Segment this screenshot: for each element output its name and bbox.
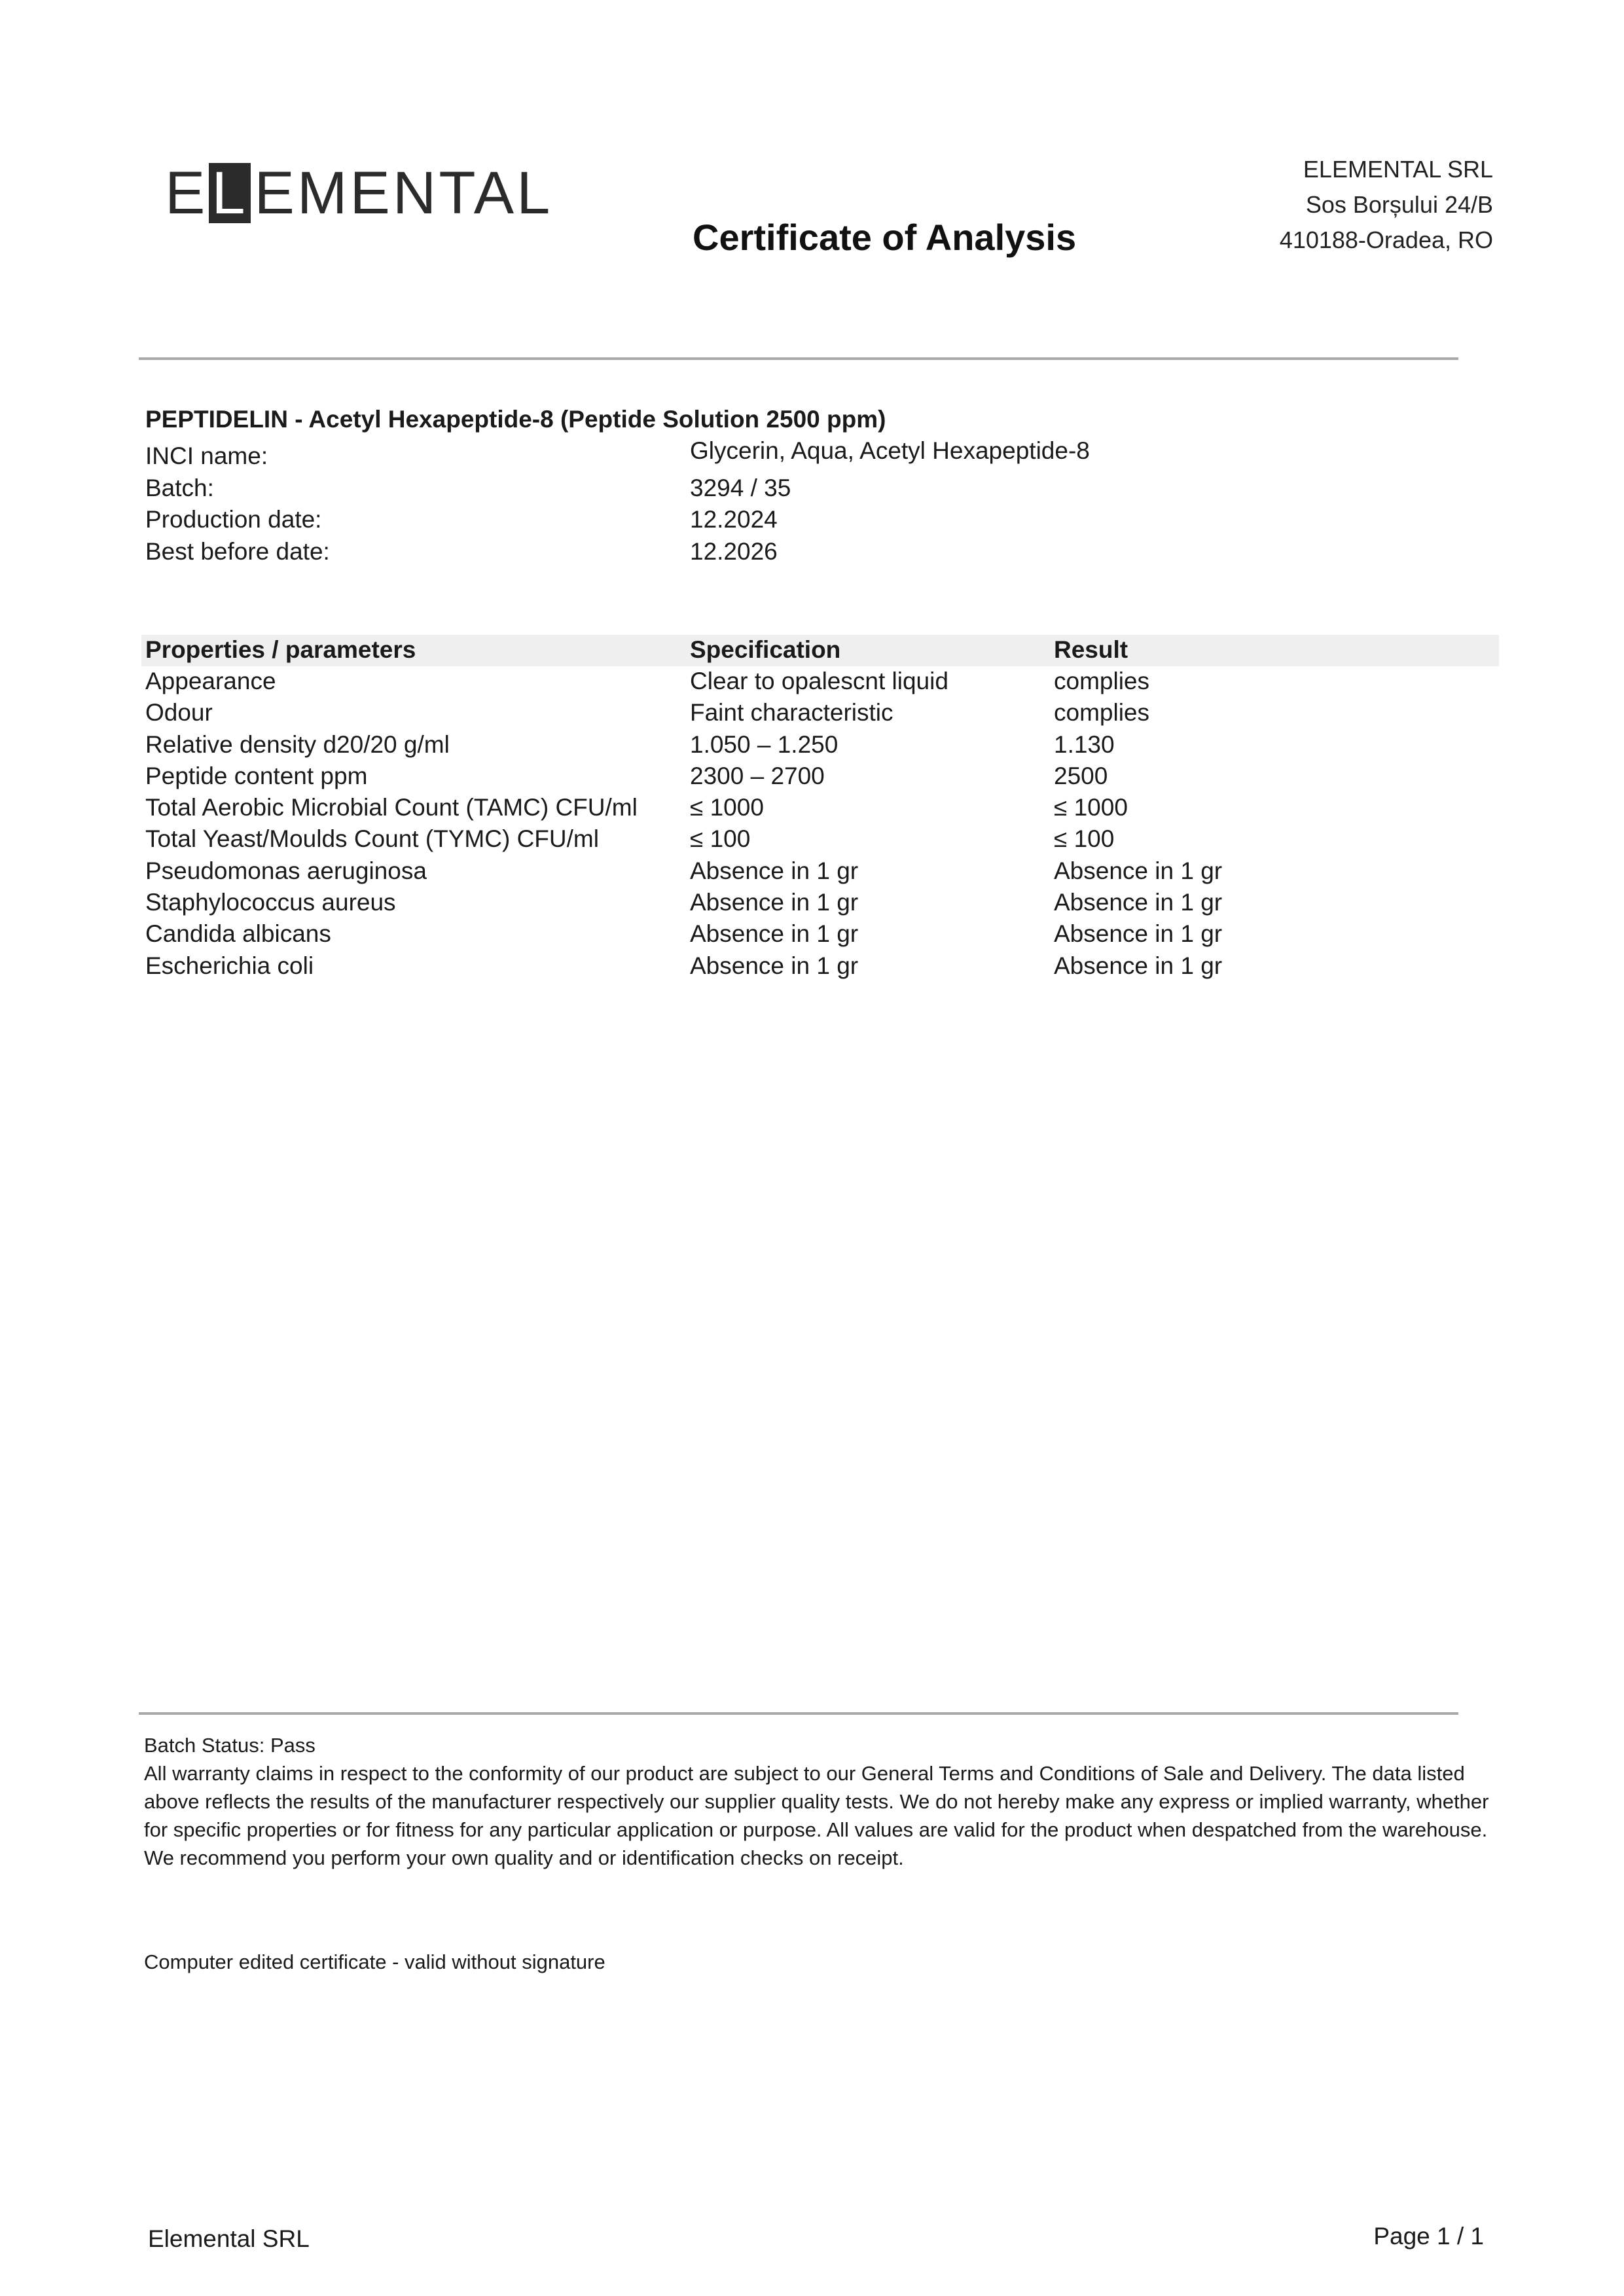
cell-specification: 2300 – 2700 [690, 762, 825, 789]
computer-edited-note: Computer edited certificate - valid without signature [144, 1950, 605, 1973]
cell-specification: Absence in 1 gr [690, 920, 859, 948]
cell-result: 1.130 [1054, 730, 1115, 758]
cell-specification: Absence in 1 gr [690, 857, 859, 884]
cell-result: ≤ 100 [1054, 825, 1115, 853]
cell-specification: Absence in 1 gr [690, 889, 859, 916]
logo-mark-e: E [165, 159, 208, 226]
cell-result: 2500 [1054, 762, 1108, 789]
table-row [141, 856, 1499, 888]
table-row [141, 666, 1499, 698]
cell-result: Absence in 1 gr [1054, 889, 1223, 916]
header-properties: Properties / parameters [145, 636, 416, 663]
parameters-table [141, 635, 1499, 982]
table-row [141, 919, 1499, 950]
info-value: Glycerin, Aqua, Acetyl Hexapeptide-8 [690, 437, 1090, 464]
table-row [141, 888, 1499, 919]
cell-property: Total Aerobic Microbial Count (TAMC) CFU/ml [145, 794, 638, 821]
cell-specification: ≤ 1000 [690, 794, 764, 821]
logo-mark-rest: EMENTAL [254, 159, 553, 226]
page-number: Page 1 / 1 [1373, 2223, 1484, 2250]
document-title: Certificate of Analysis [693, 217, 1077, 258]
table-row [141, 951, 1499, 982]
info-label: Production date: [145, 506, 322, 533]
info-value: 3294 / 35 [690, 474, 791, 501]
cell-result: Absence in 1 gr [1054, 952, 1223, 979]
company-address [1280, 152, 1493, 258]
table-row [141, 698, 1499, 729]
batch-status: Batch Status: Pass [144, 1734, 316, 1757]
cell-specification: ≤ 100 [690, 825, 751, 853]
cell-result: ≤ 1000 [1054, 794, 1128, 821]
info-label: INCI name: [145, 442, 268, 469]
cell-property: Peptide content ppm [145, 762, 368, 789]
company-name: ELEMENTAL SRL [1303, 156, 1493, 183]
cell-result: Absence in 1 gr [1054, 857, 1223, 884]
info-label: Best before date: [145, 537, 330, 565]
cell-property: Relative density d20/20 g/ml [145, 730, 450, 758]
cell-specification: Faint characteristic [690, 699, 893, 726]
cell-specification: 1.050 – 1.250 [690, 730, 839, 758]
table-header [141, 635, 1499, 666]
header-specification: Specification [690, 636, 841, 663]
cell-specification: Clear to opalescnt liquid [690, 668, 948, 694]
info-label: Batch: [145, 474, 214, 501]
header-result: Result [1054, 636, 1128, 663]
company-street: Sos Borșului 24/B [1305, 191, 1493, 218]
info-value: 12.2026 [690, 537, 778, 565]
product-title: PEPTIDELIN - Acetyl Hexapeptide-8 (Peptide Solution 2500 ppm) [145, 406, 886, 433]
warranty-disclaimer: All warranty claims in respect to the conformity of our product are subject to our General Terms and Conditions of Sale and Delivery. The data listed above reflects the results of the manufacturer respectively our supplier quality tests. We do not hereby make any express or implied warranty, whether for specific properties or for fitness for any particular application or purpose. All values are valid for the product when despatched from the warehouse. We recommend you perform your own quality and or identification checks on receipt. [144, 1762, 1489, 1869]
cell-result: complies [1054, 668, 1149, 694]
cell-result: complies [1054, 699, 1149, 726]
table-row [141, 761, 1499, 793]
footer-divider [139, 1712, 1458, 1715]
cell-property: Odour [145, 699, 213, 726]
table-row [141, 824, 1499, 855]
company-logo [165, 159, 553, 226]
cell-property: Escherichia coli [145, 952, 314, 979]
info-value: 12.2024 [690, 506, 778, 533]
cell-property: Staphylococcus aureus [145, 889, 396, 916]
cell-specification: Absence in 1 gr [690, 952, 859, 979]
company-city: 410188-Oradea, RO [1279, 226, 1493, 253]
table-row [141, 730, 1499, 761]
header-divider [139, 357, 1458, 360]
table-row [141, 793, 1499, 824]
footer-notes [144, 1731, 1492, 1872]
cell-property: Appearance [145, 668, 276, 694]
logo-mark-l: L [209, 163, 250, 223]
cell-result: Absence in 1 gr [1054, 920, 1223, 948]
cell-property: Total Yeast/Moulds Count (TYMC) CFU/ml [145, 825, 599, 853]
page-footer-company: Elemental SRL [148, 2225, 310, 2252]
cell-property: Candida albicans [145, 920, 331, 948]
cell-property: Pseudomonas aeruginosa [145, 857, 427, 884]
